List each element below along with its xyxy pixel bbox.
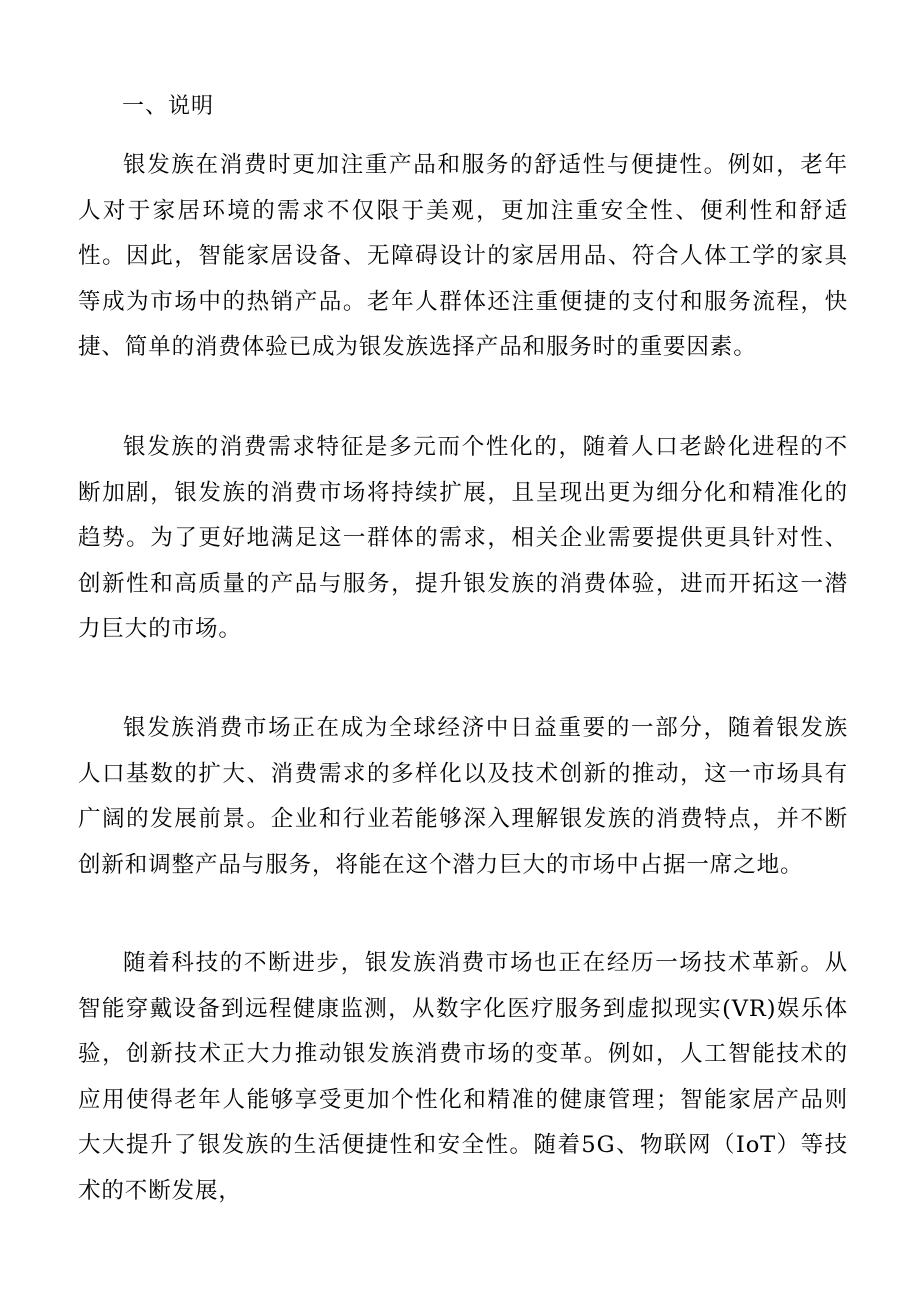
paragraph-market-prospects: 银发族消费市场正在成为全球经济中日益重要的一部分，随着银发族人口基数的扩大、消费需求的多样化以及技术创新的推动，这一市场具有广阔的发展前景。企业和行业若能够深入理解银发族的消费特点，并不断创新和调整产品与服务，将能在这个潜力巨大的市场中占据一席之地。 — [78, 715, 848, 878]
paragraph-technology-innovation: 随着科技的不断进步，银发族消费市场也正在经历一场技术革新。从智能穿戴设备到远程健康监测，从数字化医疗服务到虚拟现实(VR)娱乐体验，创新技术正大力推动银发族消费市场的变革。例如，人工智能技术的应用使得老年人能够享受更加个性化和精准的健康管理；智能家居产品则大大提升了银发族的生活便捷性和安全性。随着5G、物联网（IoT）等技术的不断发展， — [78, 950, 848, 1204]
section-heading: 一、说明 — [122, 94, 215, 119]
paragraph-diverse-needs: 银发族的消费需求特征是多元而个性化的，随着人口老龄化进程的不断加剧，银发族的消费市场将持续扩展，且呈现出更为细分化和精准化的趋势。为了更好地满足这一群体的需求，相关企业需要提供更具针对性、创新性和高质量的产品与服务，提升银发族的消费体验，进而开拓这一潜力巨大的市场。 — [78, 434, 848, 642]
paragraph-comfort-convenience: 银发族在消费时更加注重产品和服务的舒适性与便捷性。例如，老年人对于家居环境的需求不仅限于美观，更加注重安全性、便利性和舒适性。因此，智能家居设备、无障碍设计的家居用品、符合人体工学的家具等成为市场中的热销产品。老年人群体还注重便捷的支付和服务流程，快捷、简单的消费体验已成为银发族选择产品和服务时的重要因素。 — [78, 152, 848, 360]
